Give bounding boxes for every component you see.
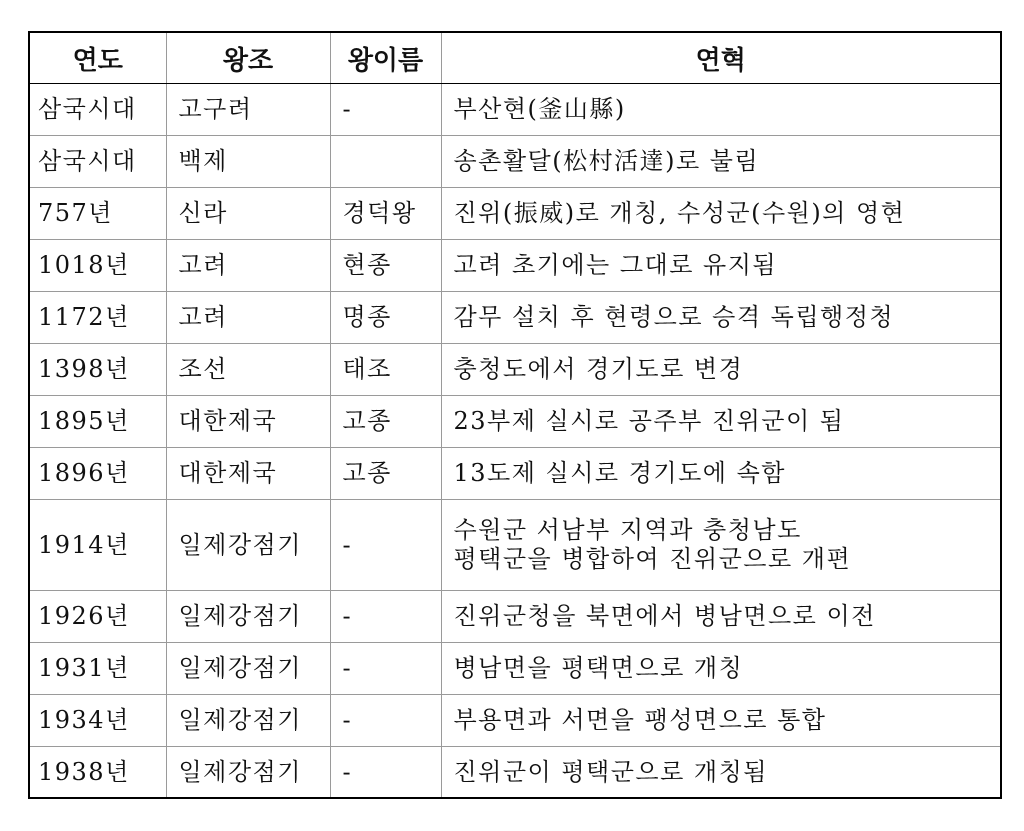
- table-row: [29, 396, 1001, 448]
- cell-king: 태조: [330, 344, 441, 396]
- table-row: [29, 240, 1001, 292]
- cell-king: 명종: [330, 292, 441, 344]
- table-row: [29, 188, 1001, 240]
- cell-king: -: [330, 695, 441, 747]
- table-row: [29, 84, 1001, 136]
- table-row: [29, 448, 1001, 500]
- cell-king: [330, 136, 441, 188]
- header-king: 왕이름: [330, 32, 441, 84]
- cell-king: -: [330, 84, 441, 136]
- cell-king: -: [330, 591, 441, 643]
- cell-history: 감무 설치 후 현령으로 승격 독립행정청: [441, 292, 1001, 344]
- cell-dynasty: 고구려: [166, 84, 330, 136]
- cell-history: 진위(振威)로 개칭, 수성군(수원)의 영현: [441, 188, 1001, 240]
- cell-year: 1896년: [29, 448, 166, 500]
- cell-king: -: [330, 500, 441, 591]
- cell-dynasty: 대한제국: [166, 448, 330, 500]
- cell-year: 삼국시대: [29, 84, 166, 136]
- history-line: 수원군 서남부 지역과 충청남도: [453, 516, 802, 545]
- header-history: 연혁: [441, 32, 1001, 84]
- cell-year: 삼국시대: [29, 136, 166, 188]
- cell-history: 충청도에서 경기도로 변경: [441, 344, 1001, 396]
- cell-dynasty: 고려: [166, 240, 330, 292]
- cell-history: 진위군이 평택군으로 개칭됨: [441, 747, 1001, 799]
- cell-king: 현종: [330, 240, 441, 292]
- header-year: 연도: [29, 32, 166, 84]
- cell-year: 757년: [29, 188, 166, 240]
- cell-dynasty: 일제강점기: [166, 643, 330, 695]
- cell-history: 13도제 실시로 경기도에 속함: [441, 448, 1001, 500]
- cell-history: 부용면과 서면을 팽성면으로 통합: [441, 695, 1001, 747]
- history-line: 평택군을 병합하여 진위군으로 개편: [453, 545, 852, 573]
- table-row: [29, 136, 1001, 188]
- cell-dynasty: 백제: [166, 136, 330, 188]
- cell-dynasty: 일제강점기: [166, 591, 330, 643]
- header-dynasty: 왕조: [166, 32, 330, 84]
- cell-year: 1172년: [29, 292, 166, 344]
- cell-history: 진위군청을 북면에서 병남면으로 이전: [441, 591, 1001, 643]
- cell-dynasty: 일제강점기: [166, 500, 330, 591]
- table-body: [29, 84, 1001, 799]
- history-table: [28, 31, 1002, 799]
- cell-year: 1938년: [29, 747, 166, 799]
- table-row: [29, 747, 1001, 799]
- cell-history: [441, 500, 1001, 591]
- table-row: [29, 344, 1001, 396]
- cell-year: 1926년: [29, 591, 166, 643]
- cell-year: 1018년: [29, 240, 166, 292]
- cell-king: -: [330, 643, 441, 695]
- cell-king: 고종: [330, 448, 441, 500]
- cell-year: 1931년: [29, 643, 166, 695]
- table-row: [29, 591, 1001, 643]
- cell-dynasty: 대한제국: [166, 396, 330, 448]
- cell-history: 고려 초기에는 그대로 유지됨: [441, 240, 1001, 292]
- table-row: [29, 292, 1001, 344]
- table-row: [29, 500, 1001, 591]
- cell-dynasty: 조선: [166, 344, 330, 396]
- table-header: [29, 32, 1001, 84]
- cell-year: 1934년: [29, 695, 166, 747]
- cell-year: 1398년: [29, 344, 166, 396]
- cell-history: 병남면을 평택면으로 개칭: [441, 643, 1001, 695]
- cell-dynasty: 고려: [166, 292, 330, 344]
- cell-dynasty: 일제강점기: [166, 695, 330, 747]
- cell-king: 경덕왕: [330, 188, 441, 240]
- cell-history: 23부제 실시로 공주부 진위군이 됨: [441, 396, 1001, 448]
- cell-dynasty: 일제강점기: [166, 747, 330, 799]
- cell-history: 부산현(釜山縣): [441, 84, 1001, 136]
- header-row: [29, 32, 1001, 84]
- cell-dynasty: 신라: [166, 188, 330, 240]
- cell-year: 1895년: [29, 396, 166, 448]
- cell-history: 송촌활달(松村活達)로 불림: [441, 136, 1001, 188]
- cell-king: 고종: [330, 396, 441, 448]
- cell-king: -: [330, 747, 441, 799]
- table-row: [29, 695, 1001, 747]
- table-row: [29, 643, 1001, 695]
- cell-year: 1914년: [29, 500, 166, 591]
